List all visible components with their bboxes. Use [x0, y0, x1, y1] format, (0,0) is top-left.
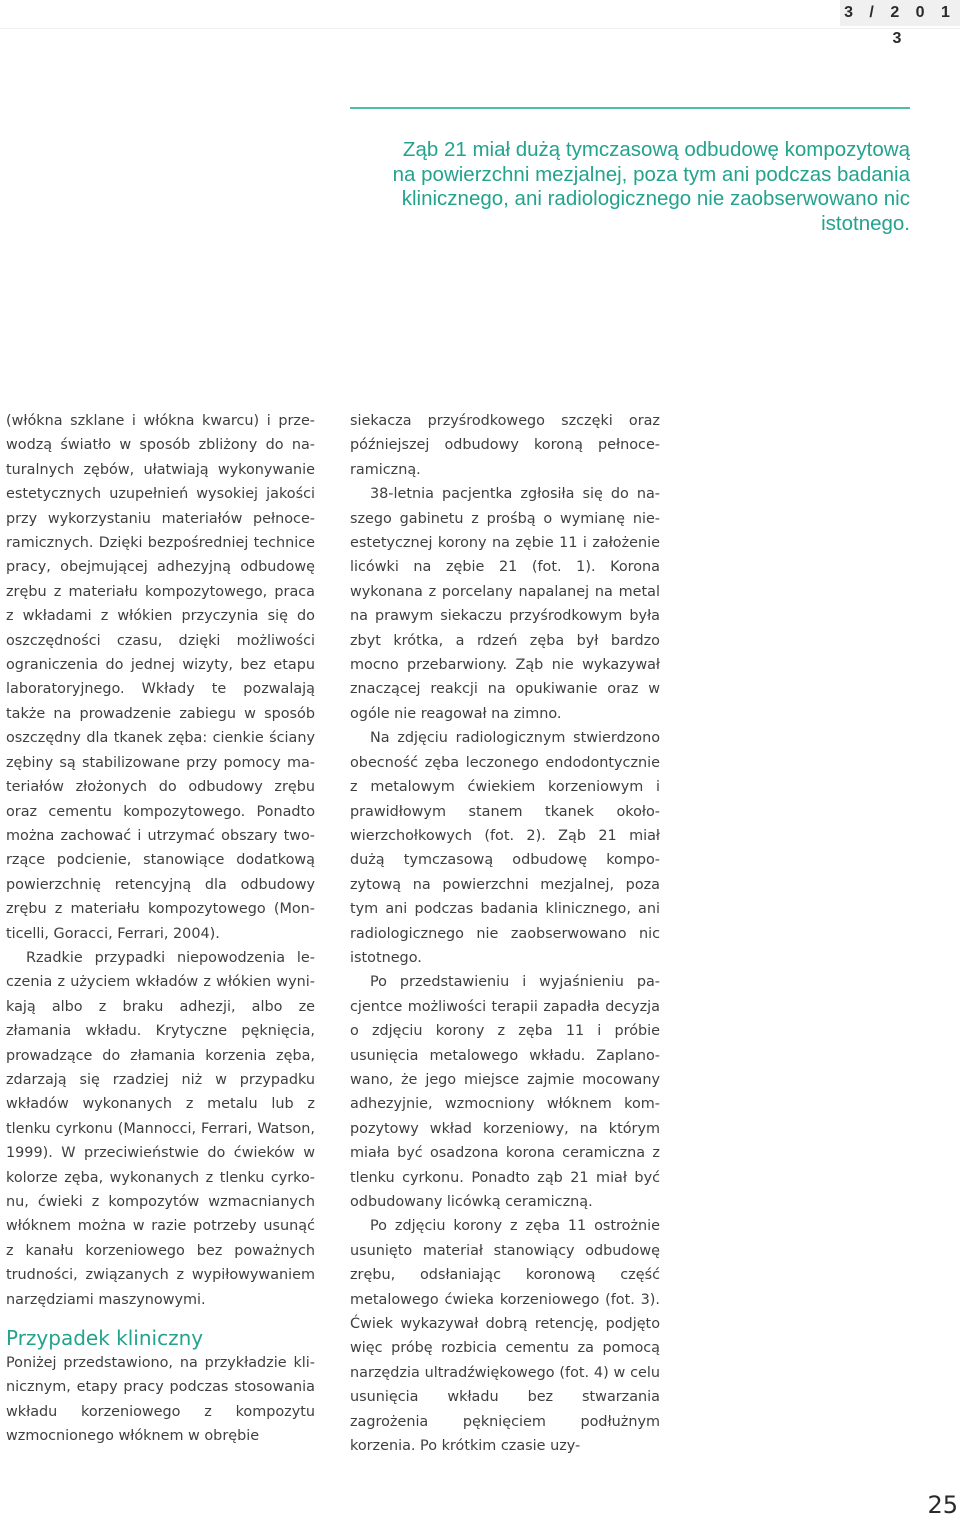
- right-paragraph-5: Po zdjęciu korony z zęba 11 ostrożnie usunięto materiał stanowiący odbudowę zrębu, odsłaniając koronową część metalowego ćwieka korzeniowego (fot. 3). Ćwiek wykazywał dobrą retencję, podjęto więc próbę rozbicia cementu za pomocą narzędzia ultradźwiękowego (fot. 4) w celu usunięcia wkładu bez stwarzania zagrożenia pęknięciem podłużnym korzenia. Po krótkim czasie uzy-: [350, 1218, 660, 1455]
- page-number: 25: [927, 1491, 958, 1519]
- right-paragraph-2: 38-letnia pacjentka zgłosiła się do naszego gabinetu z prośbą o wymianę nieestetycznej korony na zębie 11 i założenie licówki na zębie 21 (fot. 1). Korona wykonana z porcelany napalanej na metal na prawym siekaczu przyśrodkowym była zbyt krótka, a rdzeń zęba był bardzo mocno przebarwiony. Ząb nie wykazywał znaczącej reakcji na opukiwanie oraz w ogóle nie reagował na zimno.: [350, 486, 660, 722]
- header-rule: [0, 28, 960, 29]
- pull-quote-rule: [350, 107, 910, 109]
- right-paragraph-1: siekacza przyśrodkowego szczęki oraz późniejszej odbudowy koroną pełnoceramiczną.: [350, 413, 660, 478]
- right-column: [350, 409, 660, 1458]
- left-paragraph-3: Poniżej przedstawiono, na przykładzie klinicznym, etapy pracy podczas stosowania wkładu korzeniowego z kompozytu wzmocnionego włóknem w obrębie: [6, 1355, 315, 1445]
- left-paragraph-2: Rzadkie przypadki niepowodzenia leczenia z użyciem wkładów z włókien wynikają albo z braku adhezji, albo ze złamania wkładu. Krytyczne pęknięcia, prowadzące do złamania korzenia zęba, zdarzają się rzadziej niż w przypadku wkładów wykonanych z metalu lub z tlenku cyrkonu (Mannocci, Ferrari, Watson, 1999). W przeciwieństwie do ćwieków w kolorze zęba, wykonanych z tlenku cyrkonu, ćwieki z kompozytów wzmacnianych włóknem można w razie potrzeby usunąć z kanału korzeniowego bez poważnych trudności, związanych z wypiłowywaniem narzędziami maszynowymi.: [6, 949, 315, 1308]
- right-paragraph-4: Po przedstawieniu i wyjaśnieniu pacjentce możliwości terapii zapadła decyzja o zdjęciu korony z zęba 11 i próbie usunięcia metalowego wkładu. Zaplanowano, że jego miejsce zajmie mocowany adhezyjnie, wzmocniony włóknem kompozytowy wkład korzeniowy, na którym miała być osadzona korona ceramiczna z tlenku cyrkonu. Ponadto ząb 21 miał być odbudowany licówką ceramiczną.: [350, 974, 660, 1210]
- issue-number: 3 / 2 0 1 3: [840, 0, 960, 26]
- left-paragraph-1: (włókna szklane i włókna kwarcu) i przewodzą światło w sposób zbliżony do naturalnych zębów, ułatwiają wykonywanie estetycznych uzupełnień wysokiej jakości przy wykorzystaniu materiałów pełnoceramicznych. Dzięki bezpośredniej technice pracy, obejmującej adhezyjną odbudowę zrębu z materiału kompozytowego, praca z wkładami z włókien przyczynia się do oszczędności czasu, dzięki możliwości ograniczenia do jednej wizyty, bez etapu laboratoryjnego. Wkłady te pozwalają także na prowadzenie zabiegu w sposób oszczędny dla tkanek zęba: cienkie ściany zębiny są stabilizowane przy pomocy materiałów złożonych do odbudowy zrębu oraz cementu kompozytowego. Ponadto można zachować i utrzymać obszary tworzące podcienie, stanowiące dodatkową powierzchnię retencyjną dla odbudowy zrębu z materiału kompozytowego (Monticelli, Goracci, Ferrari, 2004).: [6, 413, 315, 942]
- pull-quote: Ząb 21 miał dużą tymczasową odbudowę kompozytową na powierzchni mezjalnej, poza tym ani podczas badania klinicznego, ani radiologicznego nie zaobserwowano nic istotnego.: [392, 138, 910, 235]
- left-column: [6, 409, 315, 1449]
- section-heading: Przypadek kliniczny: [6, 1326, 204, 1351]
- right-paragraph-3: Na zdjęciu radiologicznym stwierdzono obecność zęba leczonego endodontycznie z metalowym ćwiekiem korzeniowym i prawidłowym stanem tkanek okołowierzchołkowych (fot. 2). Ząb 21 miał dużą tymczasową odbudowę kompozytową na powierzchni mezjalnej, poza tym ani podczas badania klinicznego, ani radiologicznego nie zaobserwowano nic istotnego.: [350, 730, 660, 966]
